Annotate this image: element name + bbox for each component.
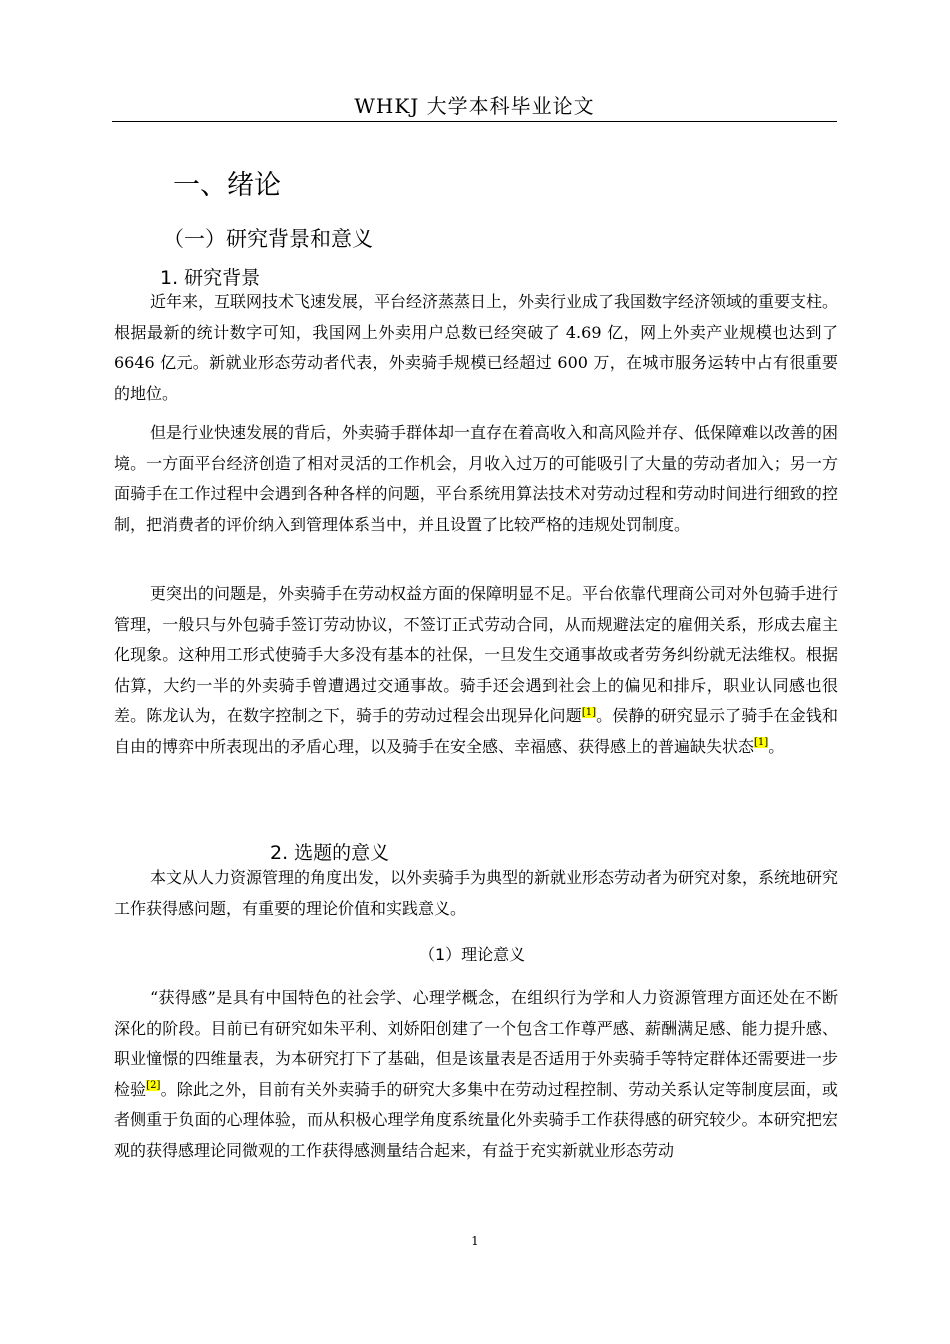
paragraph-3-text-b: 。侯静的研究显示了骑手在金钱和自由的博弈中所表现出的矛盾心理，以及骑手在安全感、幸福感、获得感上的普遍缺失状态 bbox=[114, 706, 838, 756]
paragraph-5-text-a: “获得感”是具有中国特色的社会学、心理学概念，在组织行为学和人力资源管理方面还处在不断深化的阶段。目前已有研究如朱平利、刘娇阳创建了一个包含工作尊严感、薪酬满足感、能力提升感、职业憧憬的四维量表，为本研究打下了基础，但是该量表是否适用于外卖骑手等特定群体还需要进一步检验 bbox=[114, 988, 838, 1099]
paragraph-4: 本文从人力资源管理的角度出发，以外卖骑手为典型的新就业形态劳动者为研究对象，系统地研究工作获得感问题，有重要的理论价值和实践意义。 bbox=[114, 868, 839, 918]
section-title: （一）研究背景和意义 bbox=[163, 227, 373, 251]
paragraph-5-text-b: 。除此之外，目前有关外卖骑手的研究大多集中在劳动过程控制、劳动关系认定等制度层面，或者侧重于负面的心理体验，而从积极心理学角度系统量化外卖骑手工作获得感的研究较少。本研究把宏观的获得感理论同微观的工作获得感测量结合起来，有益于充实新就业形态劳动 bbox=[114, 1079, 838, 1160]
subsubsection-title-theory: （1）理论意义 bbox=[419, 945, 526, 964]
subsection-title-background: 1. 研究背景 bbox=[160, 267, 261, 289]
paragraph-3 bbox=[114, 579, 838, 762]
paragraph-3-text-a: 更突出的问题是，外卖骑手在劳动权益方面的保障明显不足。平台依靠代理商公司对外包骑手进行管理，一般只与外包骑手签订劳动协议，不签订正式劳动合同，从而规避法定的雇佣关系，形成去雇主化现象。这种用工形式使骑手大多没有基本的社保，一旦发生交通事故或者劳务纠纷就无法维权。根据估算，大约一半的外卖骑手曾遭遇过交通事故。骑手还会遇到社会上的偏见和排斥，职业认同感也很差。陈龙认为，在数字控制之下，骑手的劳动过程会出现异化问题 bbox=[114, 584, 839, 725]
paragraph-1: 近年来，互联网技术飞速发展，平台经济蒸蒸日上，外卖行业成了我国数字经济领域的重要支柱。根据最新的统计数字可知，我国网上外卖用户总数已经突破了 4.69 亿，网上外卖产业规模也达到了 6646 亿元。新就业形态劳动者代表，外卖骑手规模已经超过 600 万，在城市服务运转中占有很重要的地位。 bbox=[114, 292, 839, 403]
paragraph-3-text-c: 。 bbox=[768, 736, 785, 756]
chapter-title: 一、绪论 bbox=[173, 170, 281, 201]
citation-marker[interactable]: [1] bbox=[754, 737, 769, 749]
header-rule bbox=[112, 121, 837, 122]
running-header: WHKJ 大学本科毕业论文 bbox=[354, 94, 595, 118]
paragraph-5 bbox=[114, 983, 838, 1166]
paragraph-2: 但是行业快速发展的背后，外卖骑手群体却一直存在着高收入和高风险并存、低保障难以改善的困境。一方面平台经济创造了相对灵活的工作机会，月收入过万的可能吸引了大量的劳动者加入；另一方面骑手在工作过程中会遇到各种各样的问题，平台系统用算法技术对劳动过程和劳动时间进行细致的控制，把消费者的评价纳入到管理体系当中，并且设置了比较严格的违规处罚制度。 bbox=[114, 423, 839, 534]
citation-marker[interactable]: [1] bbox=[581, 706, 596, 718]
page-number: 1 bbox=[471, 1234, 479, 1248]
subsection-title-significance: 2. 选题的意义 bbox=[270, 842, 390, 864]
citation-marker[interactable]: [2] bbox=[146, 1080, 161, 1092]
